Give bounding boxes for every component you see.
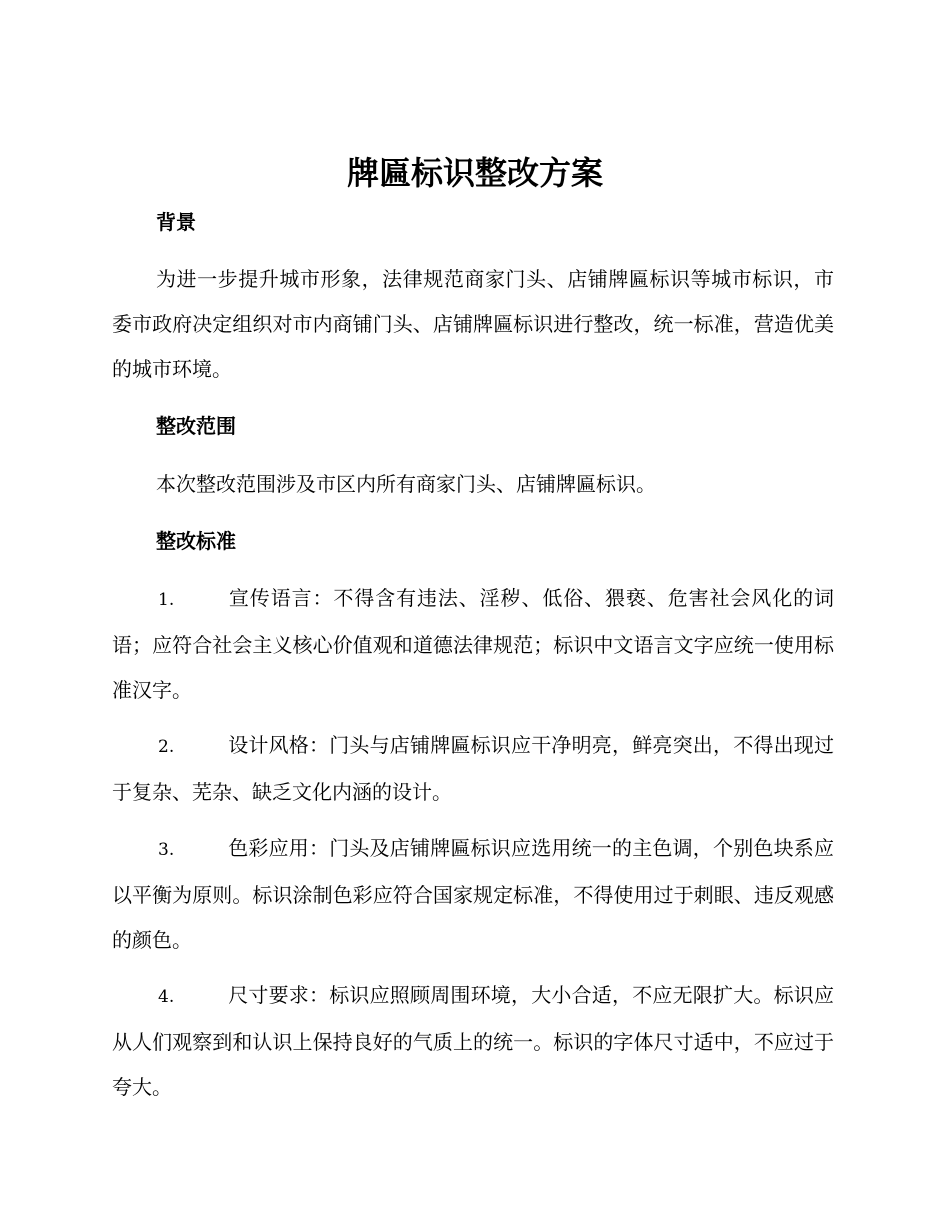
section-heading-background: 背景 (156, 210, 196, 234)
item-number: 1. (158, 590, 175, 610)
item-text: 宣传语言：不得含有违法、淫秽、低俗、猥亵、危害社会风化的词语；应符合社会主义核心价值观和道德法律规范；标识中文语言文字应统一使用标准汉字。 (112, 586, 834, 702)
scope-paragraph: 本次整改范围涉及市区内所有商家门头、店铺牌匾标识。 (156, 472, 656, 496)
item-number: 4. (158, 987, 175, 1007)
section-heading-scope: 整改范围 (156, 414, 236, 438)
section-heading-standards: 整改标准 (156, 529, 236, 553)
standard-item-2 (112, 723, 834, 815)
standard-item-4 (112, 973, 834, 1110)
document-title: 牌匾标识整改方案 (346, 154, 603, 192)
background-paragraph: 为进一步提升城市形象，法律规范商家门头、店铺牌匾标识等城市标识，市委市政府决定组织对市内商铺门头、店铺牌匾标识进行整改，统一标准，营造优美的城市环境。 (112, 267, 834, 381)
standard-item-1 (112, 576, 834, 713)
item-number: 2. (158, 737, 175, 757)
item-text: 设计风格：门头与店铺牌匾标识应干净明亮，鲜亮突出，不得出现过于复杂、芜杂、缺乏文化内涵的设计。 (112, 733, 834, 804)
item-text: 色彩应用：门头及店铺牌匾标识应选用统一的主色调，个别色块系应以平衡为原则。标识涂制色彩应符合国家规定标准，不得使用过于刺眼、违反观感的颜色。 (112, 836, 834, 952)
item-text: 尺寸要求：标识应照顾周围环境，大小合适，不应无限扩大。标识应从人们观察到和认识上保持良好的气质上的统一。标识的字体尺寸适中，不应过于夸大。 (112, 983, 834, 1099)
item-number: 3. (158, 840, 175, 860)
standard-item-3 (112, 826, 834, 963)
